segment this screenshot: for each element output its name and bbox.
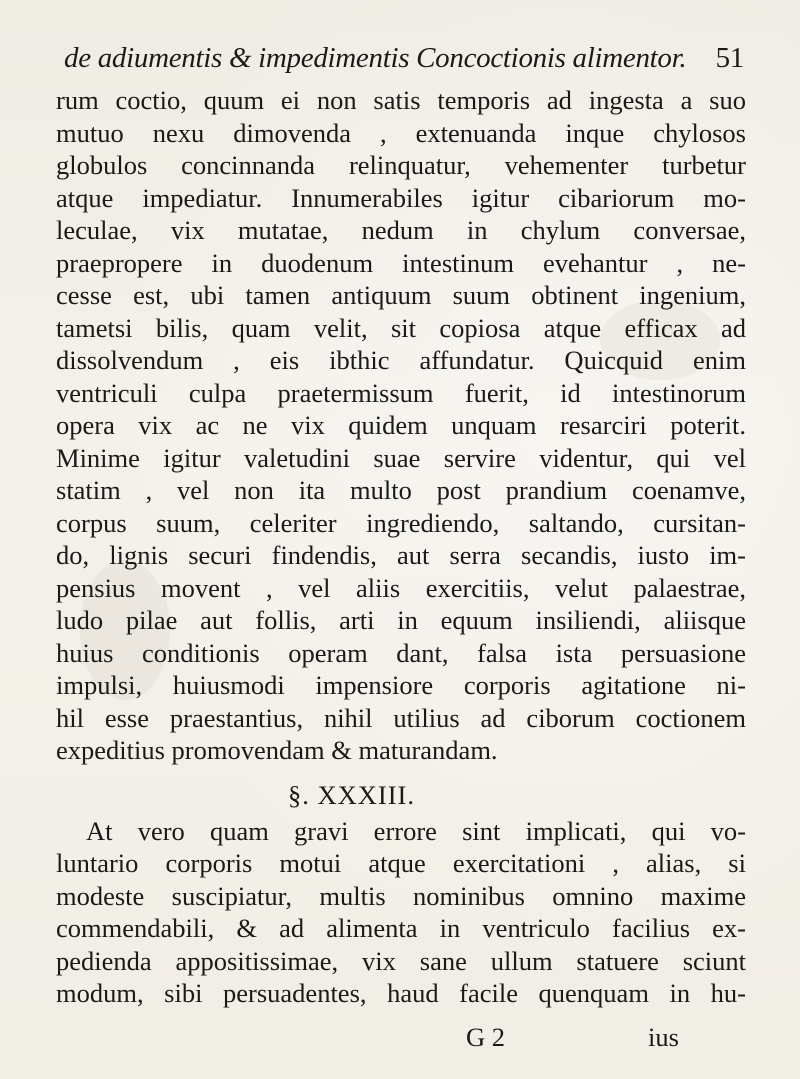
text-line: praepropere in duodenum intestinum evehantur , ne- bbox=[56, 247, 746, 278]
text-line: do, lignis securi findendis, aut serra secandis, iusto im- bbox=[56, 540, 746, 570]
text-line: luntario corporis motui atque exercitationi , alias, si bbox=[56, 848, 746, 878]
page-number: 51 bbox=[715, 42, 744, 74]
text-line: pensius movent , vel aliis exercitiis, velut palaestrae, bbox=[56, 572, 746, 603]
text-line: commendabili, & ad alimenta in ventriculo facilius ex- bbox=[56, 913, 746, 943]
text-line: At vero quam gravi errore sint implicati, qui vo- bbox=[86, 815, 746, 846]
running-head bbox=[64, 42, 744, 82]
text-line: tametsi bilis, quam velit, sit copiosa atque efficax ad bbox=[56, 312, 746, 343]
text-line: impulsi, huiusmodi impensiore corporis agitatione ni- bbox=[56, 670, 746, 700]
text-line: opera vix ac ne vix quidem unquam resarciri poterit. bbox=[56, 410, 746, 440]
section-heading: §. XXXIII. bbox=[288, 779, 416, 810]
text-line: atque impediatur. Innumerabiles igitur cibariorum mo- bbox=[56, 182, 746, 213]
text-line: statim , vel non ita multo post prandium coenamve, bbox=[56, 475, 746, 505]
text-line: hil esse praestantius, nihil utilius ad ciborum coctionem bbox=[56, 702, 746, 733]
text-line: globulos concinnanda relinquatur, vehementer turbetur bbox=[56, 150, 746, 180]
text-line: Minime igitur valetudini suae servire videntur, qui vel bbox=[56, 442, 746, 473]
text-line: ludo pilae aut follis, arti in equum insiliendi, aliisque bbox=[56, 605, 746, 635]
text-line: expeditius promovendam & maturandam. bbox=[56, 735, 498, 765]
text-line: corpus suum, celeriter ingrediendo, saltando, cursitan- bbox=[56, 507, 746, 538]
signature-mark: G 2 bbox=[466, 1022, 506, 1052]
text-line: cesse est, ubi tamen antiquum suum obtinent ingenium, bbox=[56, 280, 746, 310]
text-line: ventriculi culpa praetermissum fuerit, id intestinorum bbox=[56, 377, 746, 408]
text-line: modum, sibi persuadentes, haud facile quenquam in hu- bbox=[56, 978, 746, 1008]
text-line: modeste suscipiatur, multis nominibus omnino maxime bbox=[56, 880, 746, 911]
text-line: mutuo nexu dimovenda , extenuanda inque chylosos bbox=[56, 117, 746, 148]
body-text bbox=[56, 84, 746, 1010]
text-line: leculae, vix mutatae, nedum in chylum conversae, bbox=[56, 215, 746, 245]
footer-line bbox=[56, 1022, 746, 1056]
text-line: dissolvendum , eis ibthic affundatur. Quicquid enim bbox=[56, 345, 746, 375]
running-title: de adiumentis & impedimentis Concoctionis alimentor. bbox=[64, 42, 687, 74]
catchword: ius bbox=[648, 1022, 679, 1052]
text-line: rum coctio, quum ei non satis temporis ad ingesta a suo bbox=[56, 85, 746, 115]
text-line: pedienda appositissimae, vix sane ullum statuere sciunt bbox=[56, 945, 746, 976]
text-line: huius conditionis operam dant, falsa ista persuasione bbox=[56, 637, 746, 668]
